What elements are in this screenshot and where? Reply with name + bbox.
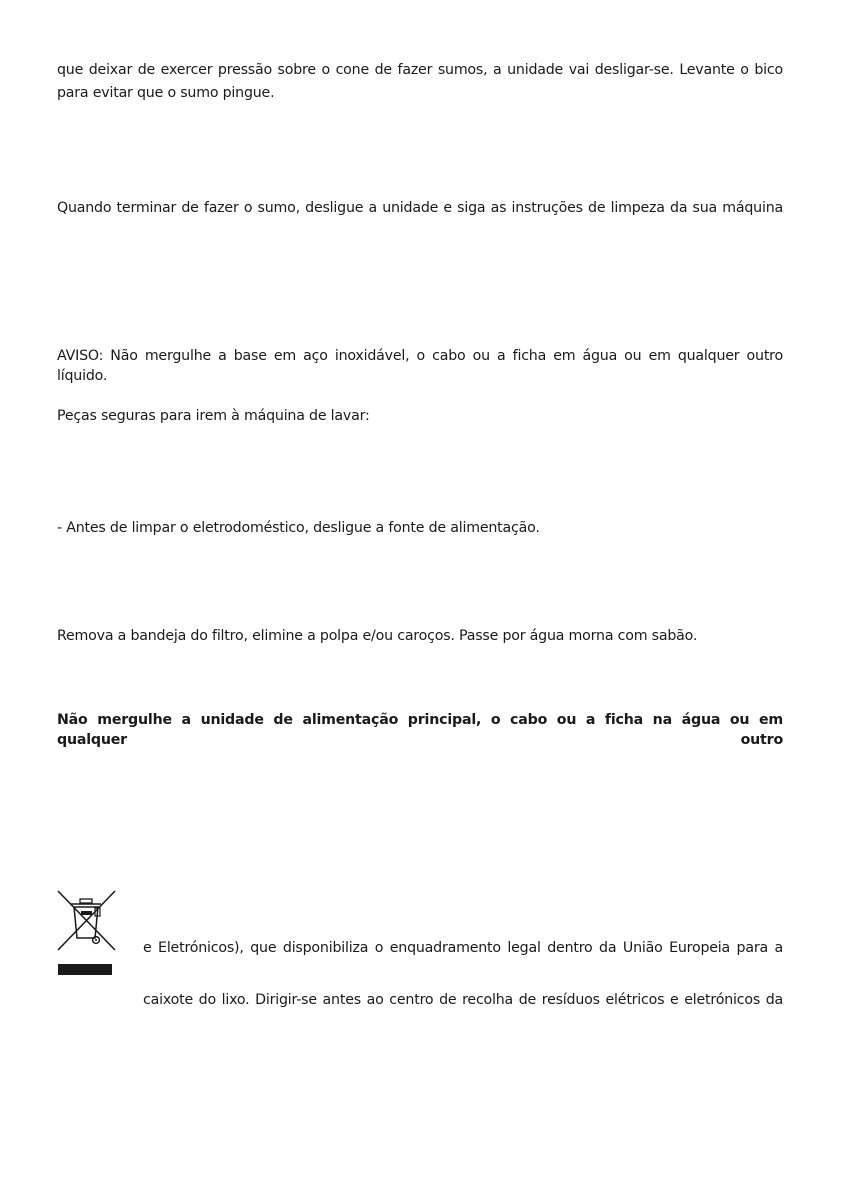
weee-bin-icon <box>55 888 117 978</box>
paragraph-line: Quando terminar de fazer o sumo, desligue a unidade e siga as instruções de limpeza da sua máquina <box>57 200 783 216</box>
paragraph-line: Remova a bandeja do filtro, elimine a polpa e/ou caroços. Passe por água morna com sabão. <box>57 628 698 644</box>
paragraph-line: Peças seguras para irem à máquina de lavar: <box>57 408 370 424</box>
paragraph-line: que deixar de exercer pressão sobre o cone de fazer sumos, a unidade vai desligar-se. Levante o bico <box>57 62 783 78</box>
paragraph-line: e Eletrónicos), que disponibiliza o enquadramento legal dentro da União Europeia para a <box>143 940 783 956</box>
paragraph-line: caixote do lixo. Dirigir-se antes ao centro de recolha de resíduos elétricos e eletrónicos da <box>143 992 783 1008</box>
bold-warning-text: Não mergulhe a unidade de alimentação principal, o cabo ou a ficha na água ou em qualquer outro <box>57 712 783 748</box>
paragraph-line: - Antes de limpar o eletrodoméstico, desligue a fonte de alimentação. <box>57 520 540 536</box>
warning-text: AVISO: Não mergulhe a base em aço inoxidável, o cabo ou a ficha em água ou em qualquer outro líquido. <box>57 348 783 384</box>
paragraph-line: para evitar que o sumo pingue. <box>57 85 275 101</box>
